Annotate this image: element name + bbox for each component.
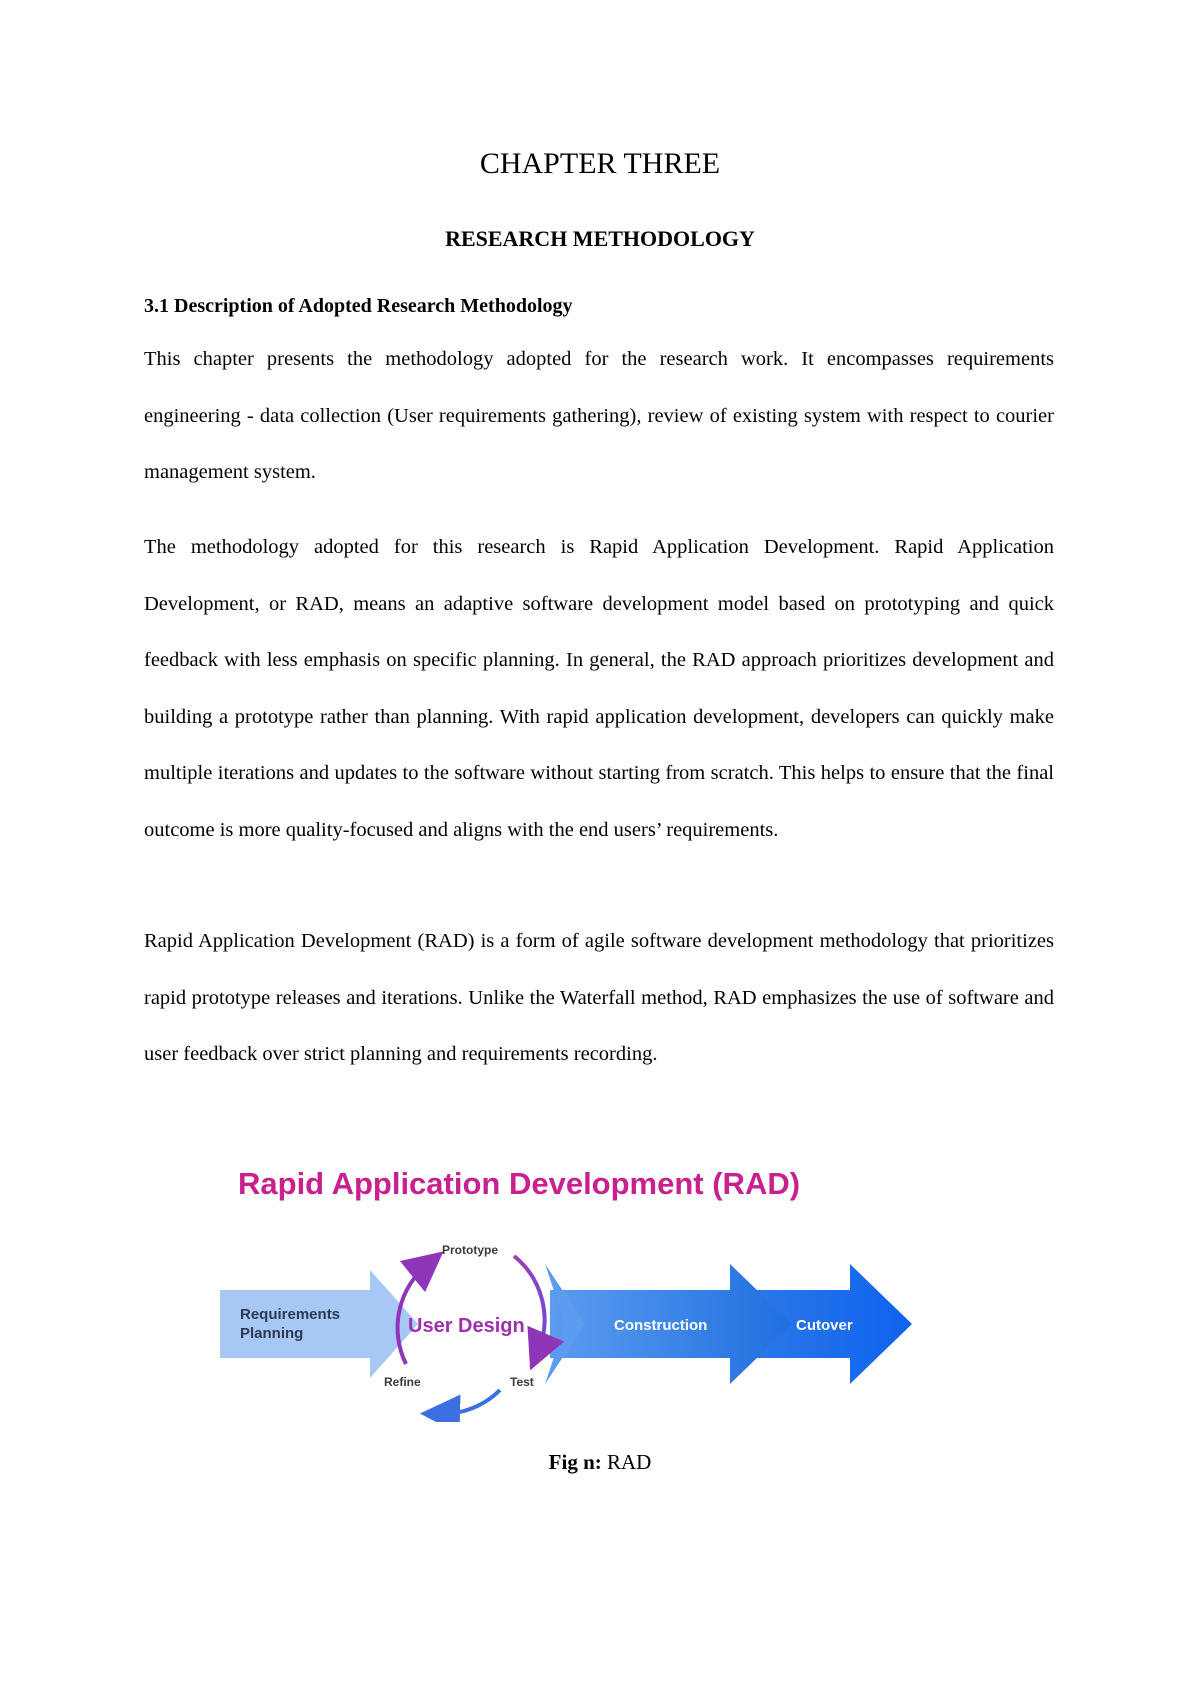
figure-caption-label: Fig n:	[548, 1450, 602, 1474]
figure-heading: Rapid Application Development (RAD)	[238, 1166, 801, 1201]
user-design-label: User Design	[408, 1315, 525, 1337]
prototype-label: Prototype	[442, 1243, 499, 1257]
subsection-title: 3.1 Description of Adopted Research Methodology	[144, 295, 573, 317]
requirements-planning-arrow	[220, 1270, 418, 1378]
refine-label: Refine	[384, 1375, 421, 1389]
chapter-title: CHAPTER THREE	[479, 147, 721, 180]
cycle-arc-right	[514, 1256, 545, 1352]
section-title: RESEARCH METHODOLOGY	[445, 226, 755, 251]
requirements-label-line2: Planning	[240, 1325, 304, 1342]
figure-caption	[0, 1448, 1200, 1476]
cycle-arc-bottom	[440, 1390, 500, 1414]
requirements-label-line1: Requirements	[240, 1306, 341, 1323]
paragraph-intro: This chapter presents the methodology adopted for the research work. It encompasses requirements engineering - data collection (User requirements gathering), review of existing system with respect to courier management system.	[144, 348, 1054, 483]
paragraph-rad-agile: Rapid Application Development (RAD) is a form of agile software development methodology that prioritizes rapid prototype releases and iterations. Unlike the Waterfall method, RAD emphasizes the use of software and user feedback over strict planning and requirements recording.	[144, 930, 1054, 1065]
paragraph-rad-definition: The methodology adopted for this research is Rapid Application Development. Rapid Application Development, or RAD, means an adaptive software development model based on prototyping and quick feedback with less emphasis on specific planning. In general, the RAD approach prioritizes development and building a prototype rather than planning. With rapid application development, developers can quickly make multiple iterations and updates to the software without starting from scratch. This helps to ensure that the final outcome is more quality-focused and aligns with the end users’ requirements.	[144, 536, 1054, 841]
cutover-label: Cutover	[796, 1317, 853, 1334]
rad-diagram	[210, 1152, 1000, 1422]
construction-label: Construction	[614, 1317, 708, 1334]
figure-caption-text: RAD	[607, 1450, 652, 1474]
test-label: Test	[510, 1375, 534, 1389]
